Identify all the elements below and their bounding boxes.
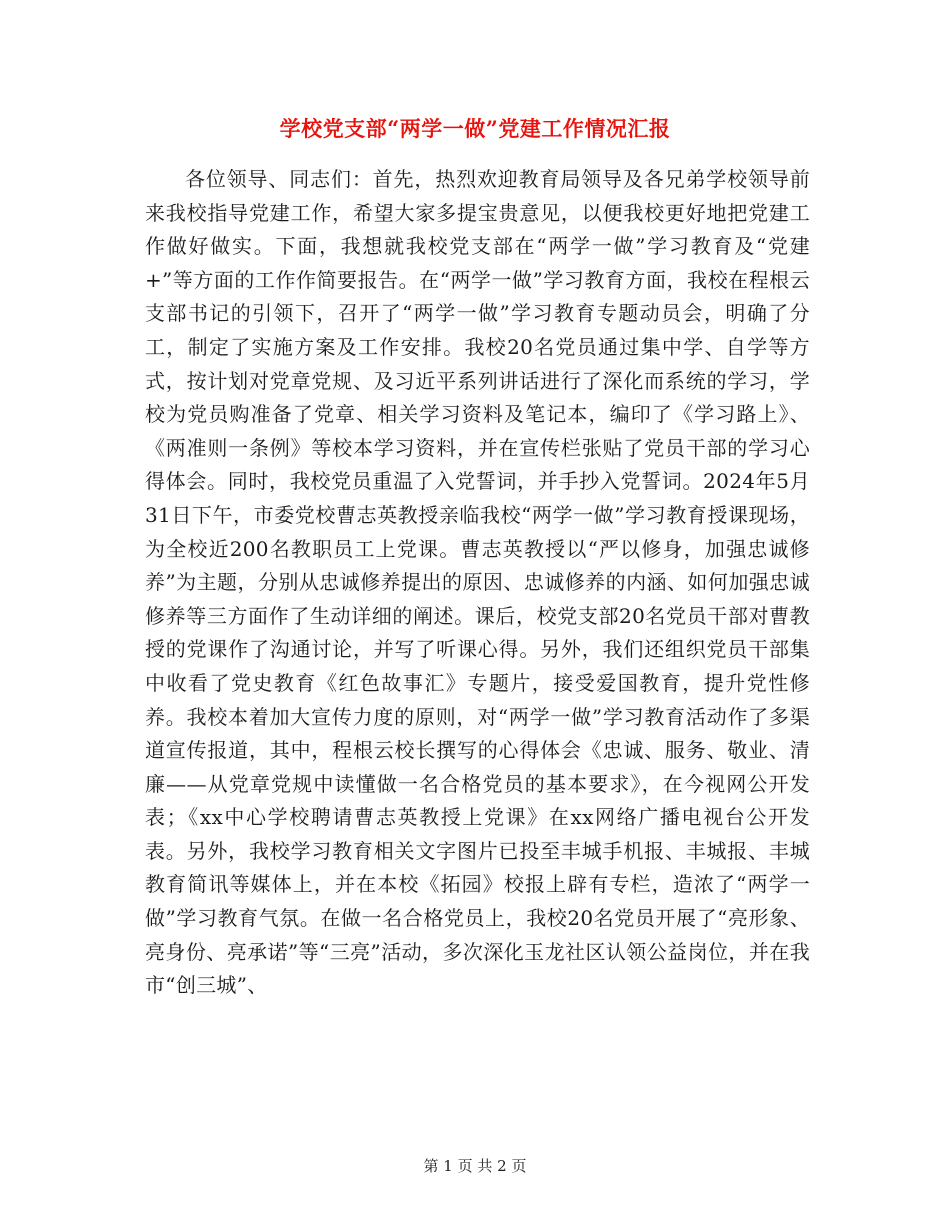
document-title: 学校党支部“两学一做”党建工作情况汇报 [279, 116, 671, 141]
page-number-footer: 第 1 页 共 2 页 [423, 1157, 527, 1175]
body-paragraph: 各位领导、同志们：首先，热烈欢迎教育局领导及各兄弟学校领导前来我校指导党建工作，希望大家多提宝贵意见，以便我校更好地把党建工作做好做实。下面，我想就我校党支部在“两学一做”学习教育及“党建+”等方面的工作作简要报告。在“两学一做”学习教育方面，我校在程根云支部书记的引领下，召开了“两学一做”学习教育专题动员会，明确了分工，制定了实施方案及工作安排。我校20名党员通过集中学、自学等方式，按计划对党章党规、及习近平系列讲话进行了深化而系统的学习，学校为党员购准备了党章、相关学习资料及笔记本，编印了《学习路上》、《两准则一条例》等校本学习资料，并在宣传栏张贴了党员干部的学习心得体会。同时，我校党员重温了入党誓词，并手抄入党誓词。2024年5月31日下午，市委党校曹志英教授亲临我校“两学一做”学习教育授课现场，为全校近200名教职员工上党课。曹志英教授以“严以修身，加强忠诚修养”为主题，分别从忠诚修养提出的原因、忠诚修养的内涵、如何加强忠诚修养等三方面作了生动详细的阐述。课后，校党支部20名党员干部对曹教授的党课作了沟通讨论，并写了听课心得。另外，我们还组织党员干部集中收看了党史教育《红色故事汇》专题片，接受爱国教育，提升党性修养。我校本着加大宣传力度的原则，对“两学一做”学习教育活动作了多渠道宣传报道，其中，程根云校长撰写的心得体会《忠诚、服务、敬业、清廉——从党章党规中读懂做一名合格党员的基本要求》，在今视网公开发表；《xx中心学校聘请曹志英教授上党课》在xx网络广播电视台公开发表。另外，我校学习教育相关文字图片已投至丰城手机报、丰城报、丰城教育简讯等媒体上，并在本校《拓园》校报上辟有专栏，造浓了“两学一做”学习教育气氛。在做一名合格党员上，我校20名党员开展了“亮形象、亮身份、亮承诺”等“三亮”活动，多次深化玉龙社区认领公益岗位，并在我市“创三城”、 [145, 167, 810, 998]
